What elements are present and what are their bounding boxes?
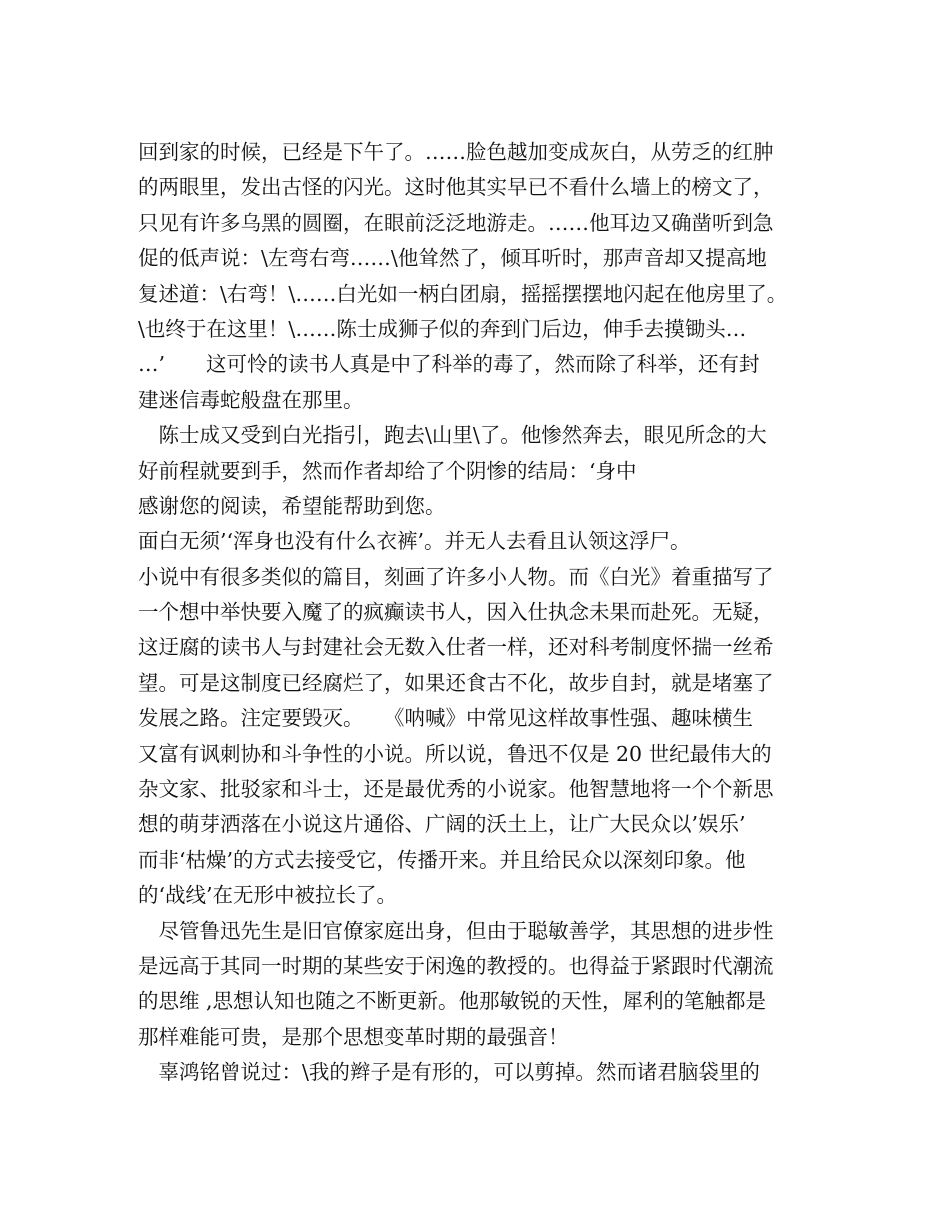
text-line: 复述道：\右弯！\……白光如一柄白团扇，摇摇摆摆地闪起在他房里了。	[138, 281, 788, 306]
text-line: 建迷信毒蛇般盘在那里。	[138, 387, 364, 412]
text-line: 的‘战线’在无形中被拉长了。	[138, 883, 398, 908]
text-line: 那样难能可贵，是那个思想变革时期的最强音！	[138, 1024, 569, 1049]
text-line: 辜鸿铭曾说过：\我的辫子是有形的，可以剪掉。然而诸君脑袋里的	[138, 1060, 760, 1085]
text-line: 而非‘枯燥’的方式去接受它，传播开来。并且给民众以深刻印象。他	[138, 847, 746, 872]
text-line: 面白无须’‘浑身也没有什么衣裤’。并无人去看且认领这浮尸。	[138, 529, 691, 554]
text-line: 发展之路。注定要毁灭。 《呐喊》中常见这样故事性强、趣味横生	[138, 706, 753, 731]
text-line: 回到家的时候，已经是下午了。……脸色越加变成灰白，从劳乏的红肿	[138, 140, 774, 164]
text-line: 尽管鲁迅先生是旧官僚家庭出身，但由于聪敏善学，其思想的进步性	[138, 918, 774, 943]
text-line: 望。可是这制度已经腐烂了，如果还食古不化，故步自封，就是堵塞了	[138, 670, 774, 695]
text-line: 好前程就要到手，然而作者却给了个阴惨的结局：‘身中	[138, 458, 637, 483]
text-line: 小说中有很多类似的篇目，刻画了许多小人物。而《白光》着重描写了	[138, 564, 774, 589]
document-body	[138, 135, 828, 1091]
text-line: 想的萌芽洒落在小说这片通俗、广阔的沃土上，让广大民众以’娱乐’	[138, 812, 746, 837]
text-line: \也终于在这里！\……陈士成狮子似的奔到门后边，伸手去摸锄头…	[138, 316, 747, 341]
text-line: 的思维 ,思想认知也随之不断更新。他那敏锐的天性，犀利的笔触都是	[138, 989, 767, 1014]
text-line: 的两眼里，发出古怪的闪光。这时他其实早已不看什么墙上的榜文了，	[138, 175, 774, 200]
text-line: 杂文家、批驳家和斗士，还是最优秀的小说家。他智慧地将一个个新思	[138, 777, 774, 802]
text-line: …’ 这可怜的读书人真是中了科举的毒了，然而除了科举，还有封	[138, 352, 760, 377]
text-line: 一个想中举快要入魔了的疯癫读书人，因入仕执念未果而赴死。无疑，	[138, 600, 774, 625]
text-line: 只见有许多乌黑的圆圈，在眼前泛泛地游走。……他耳边又确凿听到急	[138, 210, 774, 235]
text-line: 是远高于其同一时期的某些安于闲逸的教授的。也得益于紧跟时代潮流	[138, 953, 774, 978]
text-line: 又富有讽刺协和斗争性的小说。所以说，鲁迅不仅是 20 世纪最伟大的	[138, 741, 772, 766]
text-line: 陈士成又受到白光指引，跑去\山里\了。他惨然奔去，眼见所念的大	[138, 423, 767, 448]
text-line: 这迂腐的读书人与封建社会无数入仕者一样，还对科考制度怀揣一丝希	[138, 635, 774, 660]
text-line: 促的低声说：\左弯右弯……\他耸然了，倾耳听时，那声音却又提高地	[138, 246, 767, 271]
text-line-thanks: 感谢您的阅读，希望能帮助到您。	[138, 493, 446, 518]
